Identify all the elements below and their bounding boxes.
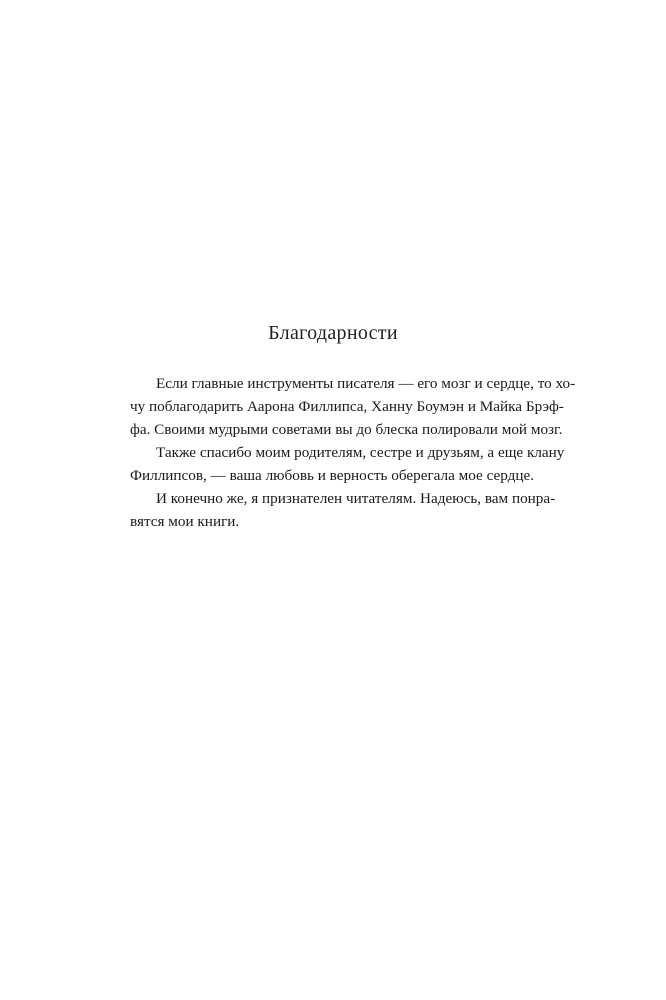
text-line: фа. Своими мудрыми советами вы до блеска полировали мой мозг.	[130, 421, 563, 438]
text-line: Филлипсов, — ваша любовь и верность оберегала мое сердце.	[130, 467, 535, 484]
text-line: чу поблагодарить Аарона Филлипса, Ханну Боумэн и Майка Брэф-	[130, 398, 564, 415]
text-line: Также спасибо моим родителям, сестре и друзьям, а еще клану	[156, 444, 565, 461]
text-line: Если главные инструменты писателя — его мозг и сердце, то хо-	[156, 375, 576, 392]
text-line: И конечно же, я признателен читателям. Надеюсь, вам понра-	[156, 490, 556, 507]
text-line: вятся мои книги.	[130, 513, 240, 530]
acknowledgements-text	[130, 372, 576, 533]
page-title: Благодарности	[268, 322, 398, 344]
